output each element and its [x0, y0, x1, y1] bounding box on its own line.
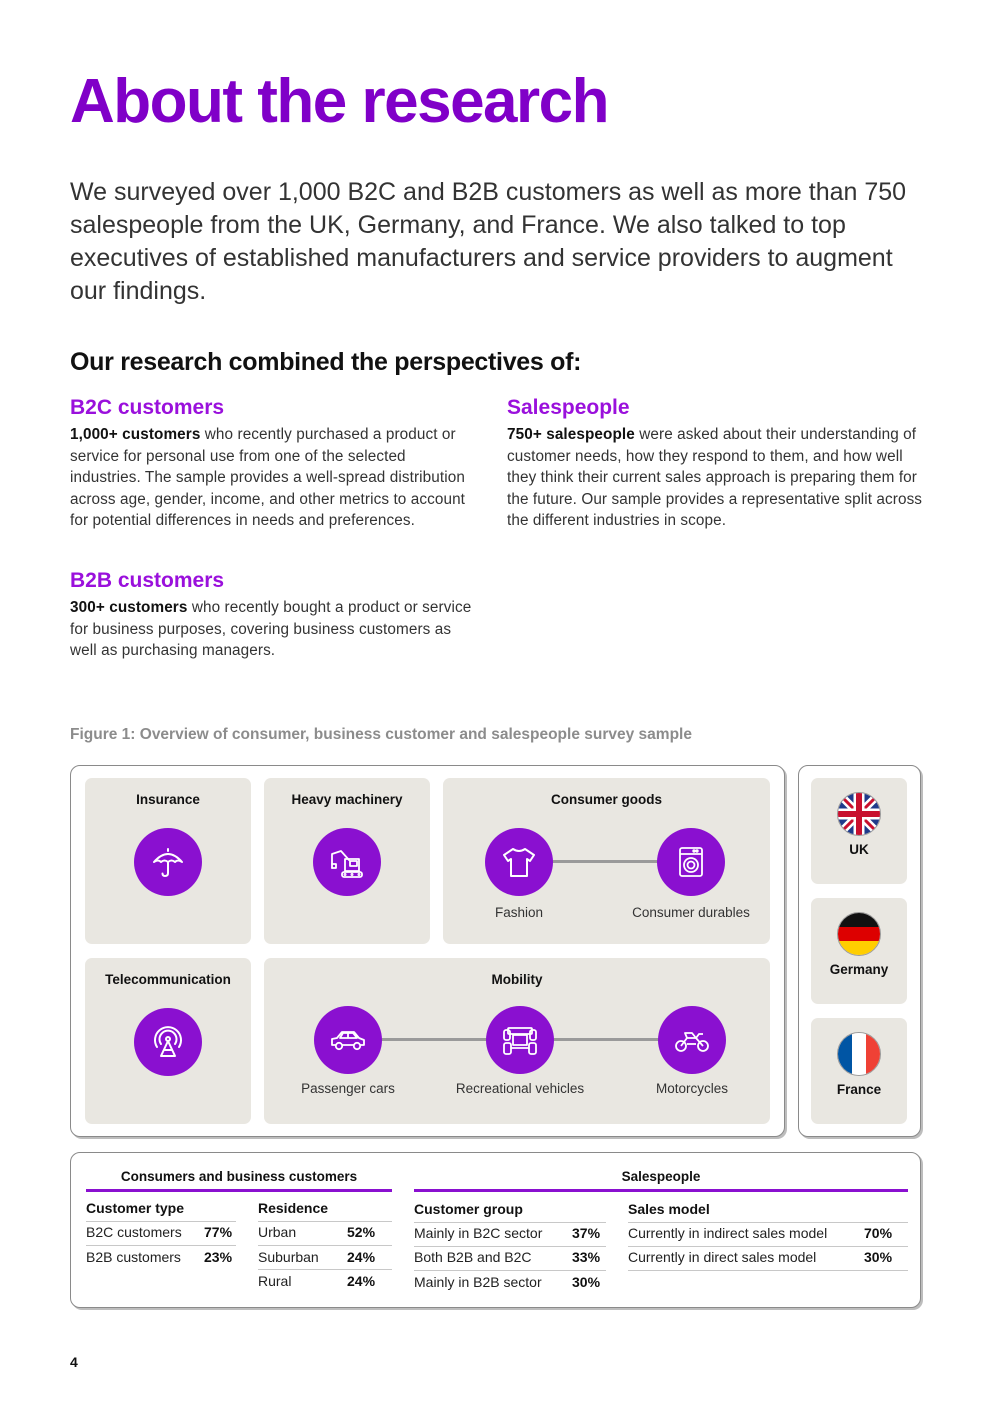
table-row-label: Mainly in B2C sector: [414, 1225, 543, 1241]
row-divider: [414, 1270, 606, 1271]
antenna-icon: [134, 1008, 202, 1076]
table-row-value: 23%: [204, 1249, 233, 1265]
table-row-label: Mainly in B2B sector: [414, 1274, 542, 1290]
table-row-value: 70%: [864, 1225, 893, 1241]
tile-title-insurance: Insurance: [136, 792, 200, 807]
uk-flag-icon: [837, 792, 881, 836]
label-passenger-cars: Passenger cars: [301, 1081, 395, 1096]
row-divider: [258, 1269, 392, 1270]
b2c-text: [70, 424, 480, 532]
row-divider: [414, 1246, 606, 1247]
label-recreational-vehicles: Recreational vehicles: [455, 1081, 585, 1096]
table-row-value: 30%: [572, 1274, 601, 1290]
france-flag-icon: [837, 1032, 881, 1076]
b2b-section: [70, 569, 480, 662]
sample-tables-panel: [70, 1152, 921, 1308]
row-divider: [628, 1246, 908, 1247]
tile-uk: [811, 778, 907, 884]
table-row-value: 33%: [572, 1249, 601, 1265]
table-row-value: 52%: [347, 1224, 376, 1240]
tile-france: [811, 1018, 907, 1124]
car-icon: [314, 1006, 382, 1074]
table-row-label: B2B customers: [86, 1249, 181, 1265]
row-divider: [86, 1221, 236, 1222]
salespeople-table-title: Salespeople: [621, 1169, 701, 1184]
table-row-label: Urban: [258, 1224, 297, 1240]
b2c-title: B2C customers: [70, 396, 225, 419]
tile-title-consumer-goods: Consumer goods: [550, 792, 662, 807]
tile-heavy-machinery: [264, 778, 430, 944]
customer-group-header: Customer group: [414, 1201, 523, 1217]
table-row-label: Currently in direct sales model: [628, 1249, 817, 1265]
salespeople-title: Salespeople: [507, 396, 630, 419]
row-divider: [86, 1245, 236, 1246]
label-consumer-durables: Consumer durables: [632, 905, 750, 920]
consumers-table-title: Consumers and business customers: [120, 1169, 358, 1184]
tile-germany: [811, 898, 907, 1004]
industries-panel: [70, 765, 785, 1137]
tile-title-mobility: Mobility: [491, 972, 543, 987]
b2b-lead: 300+ customers: [70, 599, 188, 616]
table-row-label: B2C customers: [86, 1224, 182, 1240]
b2b-body: who recently bought a product or service for business purposes, covering business customers as well as purchasing managers.: [70, 599, 472, 659]
connector-line: [543, 860, 673, 863]
page-title: About the research: [70, 67, 609, 136]
row-divider: [628, 1222, 908, 1223]
table-row-value: 37%: [572, 1225, 601, 1241]
country-uk: UK: [849, 842, 869, 857]
label-fashion: Fashion: [494, 905, 544, 920]
country-france: France: [836, 1082, 882, 1097]
tile-consumer-goods: [443, 778, 770, 944]
b2b-text: [70, 597, 480, 662]
figure-caption: Figure 1: Overview of consumer, business customer and salespeople survey sample: [70, 726, 692, 743]
salespeople-lead: 750+ salespeople: [507, 426, 635, 443]
purple-rule: [414, 1189, 908, 1192]
purple-rule: [86, 1189, 392, 1192]
washing-machine-icon: [657, 828, 725, 896]
b2b-title: B2B customers: [70, 569, 225, 592]
country-germany: Germany: [829, 962, 889, 977]
row-divider: [258, 1245, 392, 1246]
salespeople-section: [507, 396, 927, 532]
table-row-label: Currently in indirect sales model: [628, 1225, 828, 1241]
b2c-body: who recently purchased a product or service for personal use from one of the selected industries. The sample provides a well-spread distribution across age, gender, income, and other metrics to account for potential differences in needs and preferences.: [70, 426, 466, 529]
table-row-value: 24%: [347, 1273, 376, 1289]
quad-bike-icon: [486, 1006, 554, 1074]
excavator-icon: [313, 828, 381, 896]
table-row-value: 77%: [204, 1224, 233, 1240]
table-row-label: Suburban: [258, 1249, 319, 1265]
intro-paragraph: We surveyed over 1,000 B2C and B2B customers as well as more than 750 salespeople from the UK, Germany, and France. We also talked to top executives of established manufacturers and service providers to augment our findings.: [70, 178, 907, 305]
tile-insurance: [85, 778, 251, 944]
table-row-label: Rural: [258, 1273, 292, 1289]
row-divider: [414, 1222, 606, 1223]
b2c-lead: 1,000+ customers: [70, 426, 201, 443]
salespeople-text: [507, 424, 927, 532]
residence-header: Residence: [258, 1200, 329, 1216]
table-row-value: 24%: [347, 1249, 376, 1265]
tile-title-heavy-machinery: Heavy machinery: [291, 792, 403, 807]
tshirt-icon: [485, 828, 553, 896]
section-subheading: Our research combined the perspectives of:: [70, 348, 582, 376]
tile-mobility: [264, 958, 770, 1124]
salespeople-body: were asked about their understanding of customer needs, how they respond to them, and how well they think their current sales approach is preparing them for the future. Our sample provides a representative split across the different industries in scope.: [507, 426, 923, 529]
table-row-label: Both B2B and B2C: [414, 1249, 532, 1265]
table-row-value: 30%: [864, 1249, 893, 1265]
page-number: 4: [70, 1354, 78, 1370]
row-divider: [628, 1270, 908, 1271]
row-divider: [258, 1221, 392, 1222]
label-motorcycles: Motorcycles: [655, 1081, 728, 1096]
umbrella-icon: [134, 828, 202, 896]
motorcycle-icon: [658, 1006, 726, 1074]
b2c-section: [70, 396, 480, 532]
germany-flag-icon: [837, 912, 881, 956]
countries-panel: [798, 765, 921, 1137]
sales-model-header: Sales model: [628, 1201, 710, 1217]
customer-type-header: Customer type: [86, 1200, 185, 1216]
tile-title-telecommunication: Telecommunication: [105, 972, 231, 987]
tile-telecommunication: [85, 958, 251, 1124]
